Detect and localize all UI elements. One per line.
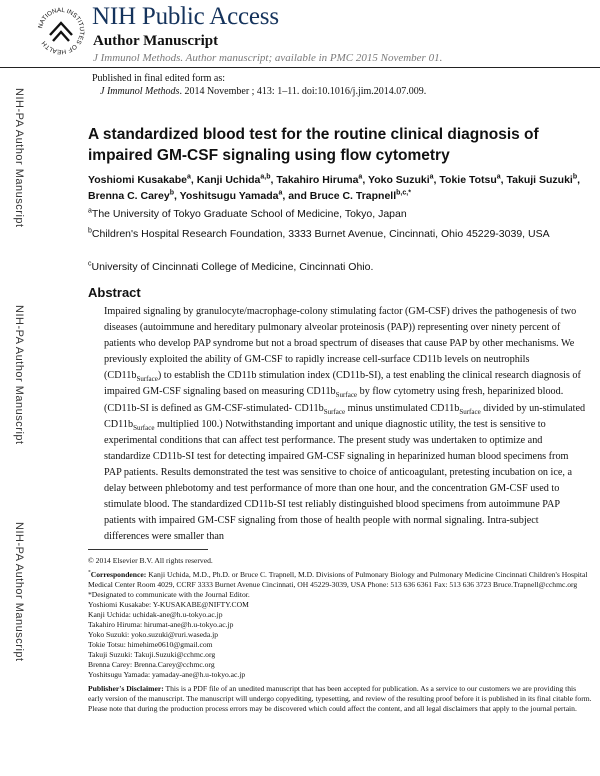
author-email-line: Kanji Uchida: uchidak-ane@h.u-tokyo.ac.jp — [88, 610, 223, 619]
author-separator: , — [433, 174, 440, 186]
author-affiliation-marker: a — [496, 173, 501, 181]
disclaimer-label: Publisher's Disclaimer: — [88, 684, 164, 693]
author-affiliation-marker: a — [358, 173, 363, 181]
author-name: Takahiro Hiruma — [276, 174, 359, 186]
author-affiliation-marker: a — [278, 189, 283, 197]
disclaimer-note — [88, 684, 593, 714]
author-separator: , and — [282, 190, 310, 202]
nih-public-access-title: NIH Public Access — [92, 3, 279, 30]
author-manuscript-label: Author Manuscript — [93, 33, 219, 49]
subscript-surface: Surface — [323, 407, 346, 416]
affiliation-a-marker: a — [88, 207, 92, 215]
side-label-top: NIH-PA Author Manuscript — [13, 88, 25, 228]
abstract-text-3: by flow cytometry using fresh, heparinized blood. (CD11b-SI is defined as GM-CSF-stimulated- CD11b — [104, 386, 564, 414]
abstract-heading: Abstract — [88, 285, 141, 300]
author-separator: , — [577, 174, 581, 186]
author-email-line: Yoshiomi Kusakabe: Y-KUSAKABE@NIFTY.COM — [88, 600, 249, 609]
affiliation-b-marker: b — [88, 227, 92, 235]
article-title: A standardized blood test for the routine clinical diagnosis of impaired GM-CSF signaling using flow cytometry — [88, 126, 539, 164]
author-separator: , — [190, 174, 197, 186]
side-label-middle: NIH-PA Author Manuscript — [13, 305, 25, 445]
affiliation-c-marker: c — [88, 260, 92, 268]
availability-line — [93, 52, 442, 64]
footnotes — [88, 556, 593, 714]
author-name: Kanji Uchida — [196, 174, 261, 186]
subscript-surface: Surface — [459, 407, 481, 416]
copyright-line: © 2014 Elsevier B.V. All rights reserved. — [88, 556, 213, 565]
email-list — [88, 600, 593, 680]
abstract-body — [104, 304, 586, 545]
author-separator: , — [500, 174, 507, 186]
nih-logo — [34, 4, 88, 58]
correspondence-text: Kanji Uchida, M.D., Ph.D. or Bruce C. Trapnell, M.D. Divisions of Pulmonary Biology and Pulmonary Medicine Cincinnati Children's Hospital Medical Center Room 4029, CCRF 3333 Burnet Avenue Cincinnati, OH 45229-3039, USA Phone: 513 636 6361 Fax: 513 636 3723 Bruce.Trapnell@cchmc.org *Designated to communicate with the Journal Editor. — [88, 570, 588, 599]
author-separator: , — [270, 174, 277, 186]
author-affiliation-marker: a,b — [260, 173, 271, 181]
author-name: Yoshiomi Kusakabe — [88, 174, 188, 186]
citation-journal: J Immunol Methods — [100, 86, 180, 97]
footnote-divider — [88, 549, 208, 550]
affiliation-a-text: The University of Tokyo Graduate School of Medicine, Tokyo, Japan — [91, 208, 407, 220]
correspondence-note — [88, 570, 593, 600]
header-divider — [0, 67, 600, 68]
author-name: Takuji Suzuki — [506, 174, 573, 186]
author-email-line: Yoshitsugu Yamada: yamaday-ane@h.u-tokyo.ac.jp — [88, 670, 246, 679]
author-affiliation-marker: b — [572, 173, 578, 181]
author-list — [88, 172, 593, 204]
author-email-line: Tokie Totsu: himehime0610@gmail.com — [88, 640, 213, 649]
availability-text: . Author manuscript; available in PMC 2015 November 01. — [180, 52, 443, 64]
disclaimer-text: This is a PDF file of an unedited manuscript that has been accepted for publication. As a service to our customers we are providing this early version of the manuscript. The manuscript will undergo copyediting, typesetting, and review of the resulting proof before it is published in its final citable form. Please note that during the production process errors may be discovered which could affect the content, and all legal disclaimers that apply to the journal pertain. — [88, 684, 592, 713]
abstract-text-5: divided by un-stimulated CD11b — [104, 402, 586, 430]
subscript-surface: Surface — [133, 423, 155, 432]
correspondence-label: Correspondence: — [90, 570, 147, 579]
citation-line — [100, 86, 426, 97]
logo-ring-text: NATIONAL INSTITUTES OF HEALTH — [37, 6, 86, 56]
affiliation-c-text: University of Cincinnati College of Medicine, Cincinnati Ohio. — [91, 261, 374, 273]
side-label-bottom: NIH-PA Author Manuscript — [13, 522, 25, 662]
logo-chevron-icon — [53, 32, 69, 41]
author-affiliation-marker: a — [187, 173, 191, 181]
author-separator: , — [362, 174, 368, 186]
author-name: Yoshitsugu Yamada — [179, 190, 279, 202]
author-affiliation-marker: a — [429, 173, 434, 181]
author-email-line: Takuji Suzuki: Takuji.Suzuki@cchmc.org — [88, 650, 216, 659]
abstract-text-2: ) to establish the CD11b stimulation index (CD11b-SI), a test enabling the clinical research diagnosis of impaired GM-CSF signaling based on measuring CD11b — [104, 370, 581, 398]
published-label: Published in final edited form as: — [92, 73, 226, 84]
author-email-line: Takahiro Hiruma: hirumat-ane@h.u-tokyo.ac.jp — [88, 620, 234, 629]
abstract-text-1: Impaired signaling by granulocyte/macrophage-colony stimulating factor (GM-CSF) drives the pathogenesis of two diseases (autoimmune and hereditary pulmonary alveolar proteinosis (PAP)) representing over ninety percent of patients who develop PAP syndrome but not a broad spectrum of diseases that cause PAP by other mechanisms. We previously exploited the ability of GM-CSF to rapidly increase cell-surface CD11b levels on neutrophils (CD11b — [104, 306, 577, 382]
affiliation-c — [88, 260, 593, 275]
author-affiliation-marker: b,c,* — [396, 189, 411, 197]
author-name: Tokie Totsu — [439, 174, 497, 186]
author-email-line: Yoko Suzuki: yoko.suzuki@ruri.waseda.jp — [88, 630, 219, 639]
author-name: Brenna C. Carey — [88, 190, 170, 202]
affiliation-a — [88, 207, 593, 222]
subscript-surface: Surface — [335, 391, 358, 400]
author-affiliation-marker: b — [169, 189, 174, 197]
author-name: Yoko Suzuki — [367, 174, 430, 186]
availability-journal: J Immunol Methods — [93, 52, 181, 64]
citation-details: . 2014 November ; 413: 1–11. doi:10.1016/j.jim.2014.07.009. — [179, 86, 427, 97]
correspondence-marker: * — [88, 569, 91, 576]
author-email-line: Brenna Carey: Brenna.Carey@cchmc.org — [88, 660, 215, 669]
subscript-surface: Surface — [136, 375, 158, 384]
author-separator: , — [173, 190, 180, 202]
author-name: Bruce C. Trapnell — [309, 190, 397, 202]
affiliation-b — [88, 227, 593, 242]
abstract-text-4: minus unstimulated CD11b — [345, 402, 460, 414]
abstract-text-6: multiplied 100.) Notwithstanding important and unique diagnostic utility, the test is sensitive to experimental conditions that can affect test performance. The present study was undertaken to optimize and standardize CD11b-SI test for detecting impaired GM-CSF signaling in heparinized human blood specimens from PAP patients. Results demonstrated the test was sensitive to choice of anticoagulant, pretesting incubation on ice, a delay between phlebotomy and test performance of more than one hour, and the concentration GM-CSF used to stimulate blood. The standardized CD11b-SI test reliably distinguished blood specimens from autoimmune PAP patients with impaired GM-CSF signaling from those of health people with normal signaling. Intra-subject differences were smaller than — [104, 418, 573, 543]
affiliation-b-text: Children's Hospital Research Foundation, 3333 Burnet Avenue, Cincinnati, Ohio 45229-3039, USA — [91, 228, 550, 240]
